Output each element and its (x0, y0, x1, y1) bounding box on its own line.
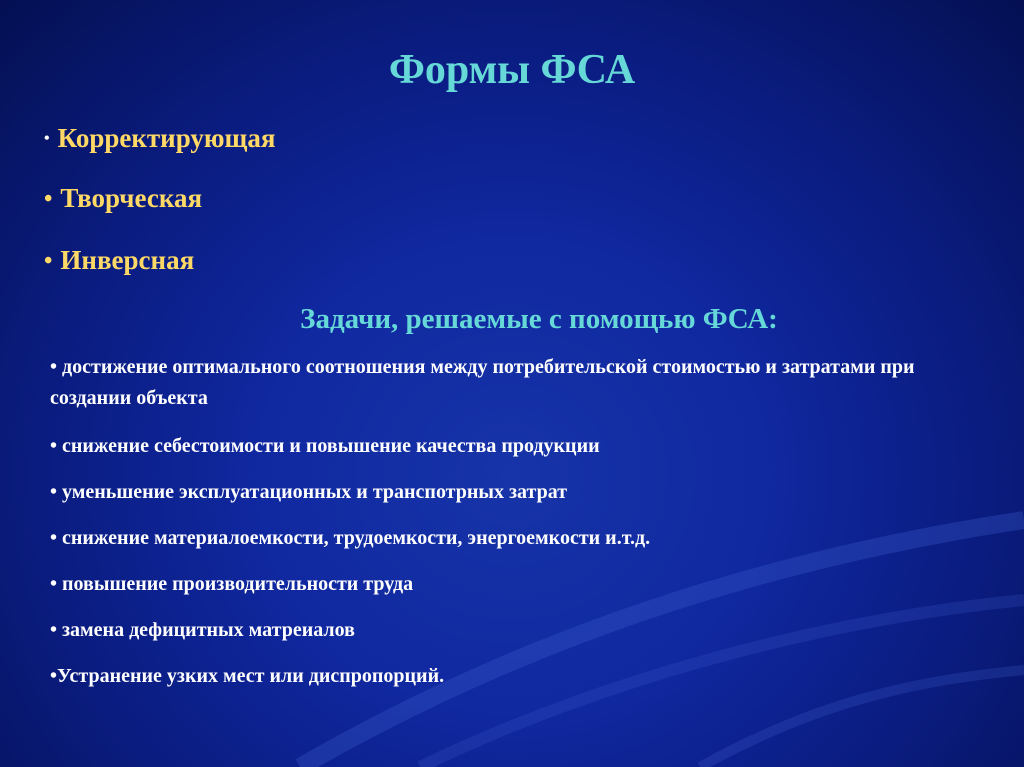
list-item (44, 242, 194, 279)
form-label: Корректирующая (57, 123, 276, 153)
tasks-heading: Задачи, решаемые с помощью ФСА: (300, 303, 778, 335)
bullet: • (44, 186, 53, 212)
bullet: • (44, 248, 53, 274)
list-item: • уменьшение эксплуатационных и транспотрных затрат (50, 481, 568, 503)
list-item: • снижение себестоимости и повышение качества продукции (50, 435, 600, 457)
form-label: Инверсная (60, 245, 195, 275)
list-item: • снижение материалоемкости, трудоемкости, энергоемкости и.т.д. (50, 527, 651, 549)
bullet: • (44, 130, 50, 147)
list-item: • замена дефицитных матреиалов (50, 619, 355, 641)
list-item (44, 120, 275, 157)
list-item: • повышение производительности труда (50, 573, 414, 595)
slide-title: Формы ФСА (388, 47, 636, 93)
form-label: Творческая (60, 183, 203, 213)
list-item (44, 180, 202, 217)
list-item: •Устранение узких мест или диспропорций. (50, 665, 445, 687)
list-item: • достижение оптимального соотношения между потребительской стоимостью и затратами при создании объекта (50, 356, 915, 409)
